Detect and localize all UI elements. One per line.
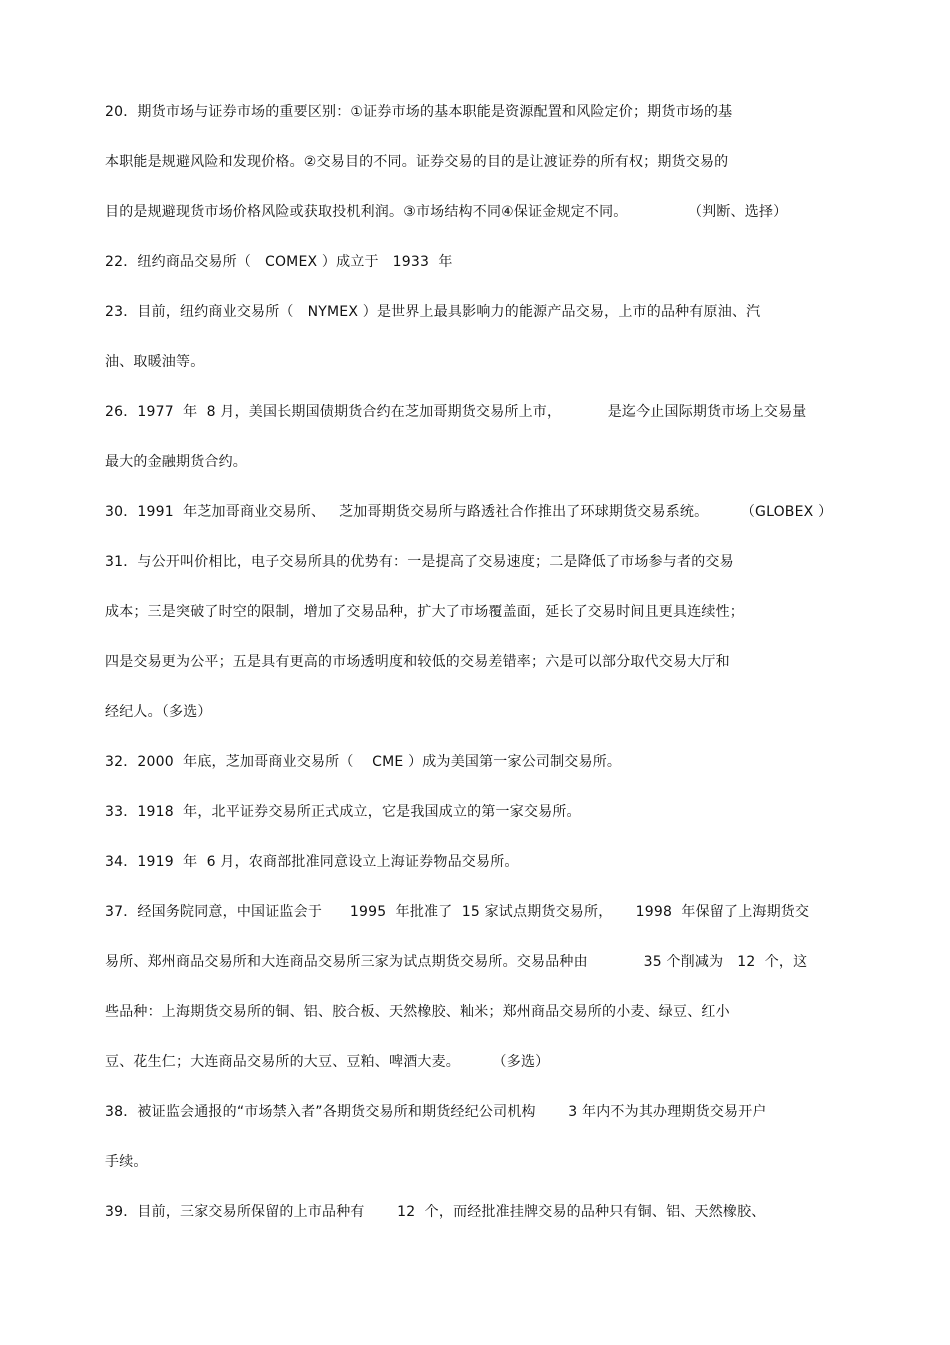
text-line: 37．经国务院同意，中国证监会于 1995 年批准了 15 家试点期货交易所， 1998 年保留了上海期货交 xyxy=(105,904,810,920)
text-line: 31．与公开叫价相比，电子交易所具的优势有：一是提高了交易速度；二是降低了市场参与者的交易 xyxy=(105,554,734,570)
text-line: 最大的金融期货合约。 xyxy=(105,454,247,470)
text-line: 四是交易更为公平；五是具有更高的市场透明度和较低的交易差错率；六是可以部分取代交易大厅和 xyxy=(105,654,730,670)
text-line: 20．期货市场与证券市场的重要区别：①证券市场的基本职能是资源配置和风险定价；期货市场的基 xyxy=(105,104,733,120)
text-line: 豆、花生仁；大连商品交易所的大豆、豆粕、啤酒大麦。 （多选） xyxy=(105,1054,550,1070)
text-line: 本职能是规避风险和发现价格。②交易目的不同。证券交易的目的是让渡证券的所有权；期货交易的 xyxy=(105,154,729,170)
text-line: 38．被证监会通报的“市场禁入者”各期货交易所和期货经纪公司机构 3 年内不为其办理期货交易开户 xyxy=(105,1104,767,1120)
text-line: 目的是规避现货市场价格风险或获取投机利润。③市场结构不同④保证金规定不同。 （判断、选择） xyxy=(105,204,788,220)
text-line: 34．1919 年 6 月，农商部批准同意设立上海证券物品交易所。 xyxy=(105,854,519,870)
text-line: 些品种：上海期货交易所的铜、铝、胶合板、天然橡胶、籼米；郑州商品交易所的小麦、绿豆、红小 xyxy=(105,1004,730,1020)
text-line: 易所、郑州商品交易所和大连商品交易所三家为试点期货交易所。交易品种由 35 个削减为 12 个，这 xyxy=(105,954,808,970)
text-line: 32．2000 年底，芝加哥商业交易所（ CME ）成为美国第一家公司制交易所。 xyxy=(105,754,622,770)
text-line: 油、取暖油等。 xyxy=(105,354,205,370)
text-line: 39．目前，三家交易所保留的上市品种有 12 个，而经批准挂牌交易的品种只有铜、铝、天然橡胶、 xyxy=(105,1204,766,1220)
text-line: 30．1991 年芝加哥商业交易所、 芝加哥期货交易所与路透社合作推出了环球期货交易系统。 （GLOBEX ） xyxy=(105,504,833,520)
text-line: 经纪人。（多选） xyxy=(105,704,212,720)
text-line: 成本；三是突破了时空的限制，增加了交易品种，扩大了市场覆盖面，延长了交易时间且更具连续性； xyxy=(105,604,744,620)
text-line: 33．1918 年，北平证券交易所正式成立，它是我国成立的第一家交易所。 xyxy=(105,804,581,820)
text-line: 22．纽约商品交易所（ COMEX ）成立于 1933 年 xyxy=(105,254,453,270)
text-line: 26．1977 年 8 月，美国长期国债期货合约在芝加哥期货交易所上市， 是迄今止国际期货市场上交易量 xyxy=(105,404,807,420)
text-line: 23．目前，纽约商业交易所（ NYMEX ）是世界上最具影响力的能源产品交易，上市的品种有原油、汽 xyxy=(105,304,761,320)
text-line: 手续。 xyxy=(105,1154,148,1170)
